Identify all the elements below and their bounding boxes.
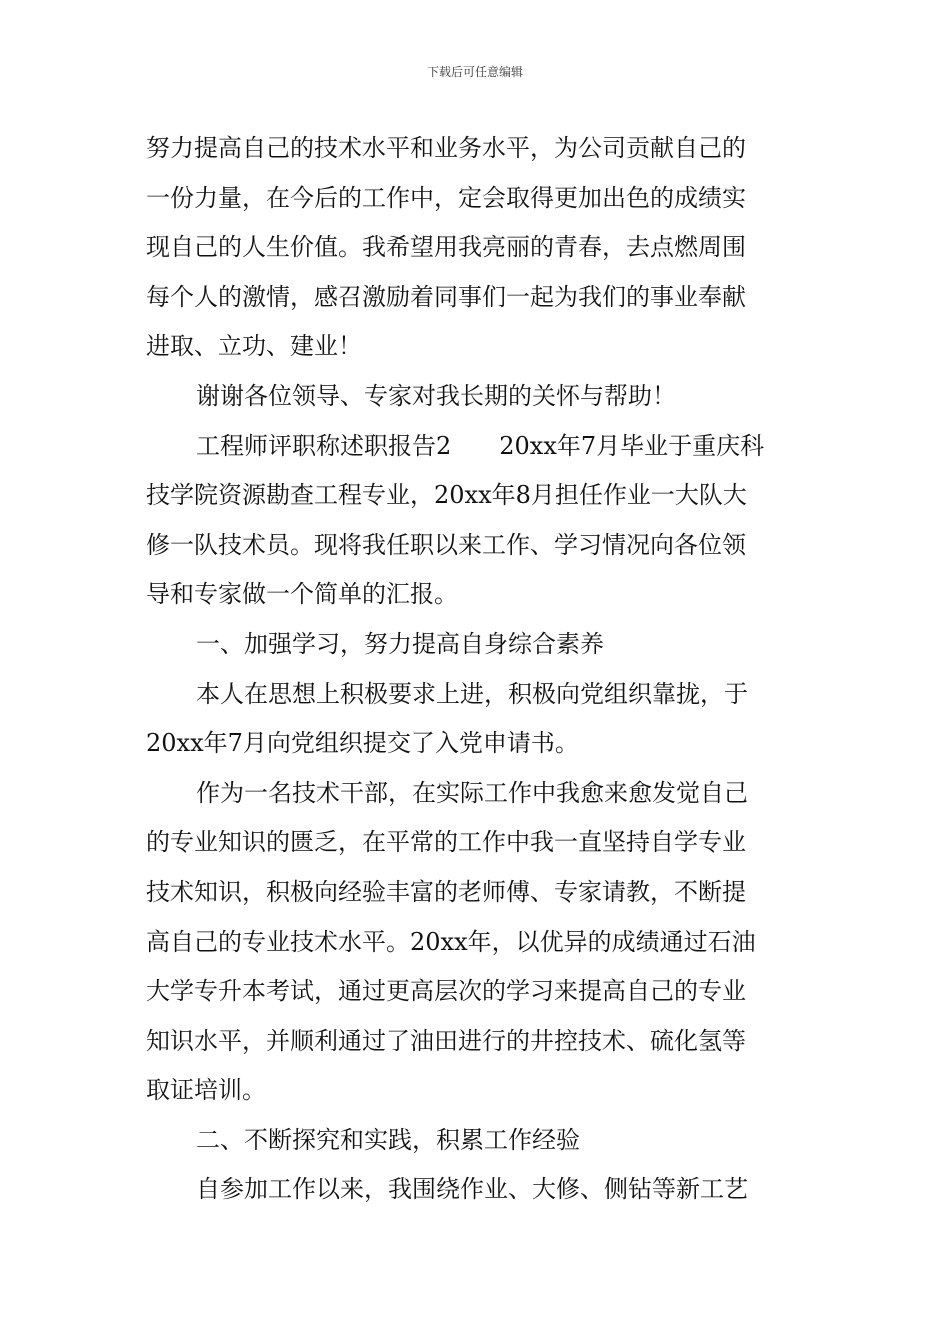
text-line: 技术知识，积极向经验丰富的老师傅、专家请教，不断提 xyxy=(146,877,746,906)
text-line: 现自己的人生价值。我希望用我亮丽的青春，去点燃周围 xyxy=(146,233,746,262)
text-line: 本人在思想上积极要求上进，积极向党组织靠拢，于 xyxy=(196,679,748,708)
text-line: 技学院资源勘查工程专业，20xx年8月担任作业一大队大 xyxy=(146,481,747,510)
text-line: 进取、立功、建业！ xyxy=(146,332,362,361)
text-line: 自参加工作以来，我围绕作业、大修、侧钻等新工艺 xyxy=(196,1175,748,1204)
text-line: 每个人的激情，感召激励着同事们一起为我们的事业奉献 xyxy=(146,282,746,311)
text-line: 导和专家做一个简单的汇报。 xyxy=(146,580,458,609)
text-line: 作为一名技术干部，在实际工作中我愈来愈发觉自己 xyxy=(196,778,748,807)
text-line: 大学专升本考试，通过更高层次的学习来提高自己的专业 xyxy=(146,977,746,1006)
text-line: 谢谢各位领导、专家对我长期的关怀与帮助！ xyxy=(196,381,676,410)
text-line: 一份力量，在今后的工作中，定会取得更加出色的成绩实 xyxy=(146,183,746,212)
text-line: 修一队技术员。现将我任职以来工作、学习情况向各位领 xyxy=(146,530,746,559)
text-line: 取证培训。 xyxy=(146,1076,266,1105)
text-line: 高自己的专业技术水平。20xx年，以优异的成绩通过石油 xyxy=(146,927,756,956)
text-line: 二、不断探究和实践，积累工作经验 xyxy=(196,1125,580,1154)
text-line: 一、加强学习，努力提高自身综合素养 xyxy=(196,629,604,658)
text-line: 的专业知识的匮乏，在平常的工作中我一直坚持自学专业 xyxy=(146,828,746,857)
page-header: 下载后可任意编辑 xyxy=(426,65,523,79)
document-body xyxy=(146,124,814,1215)
text-line: 知识水平，并顺利通过了油田进行的井控技术、硫化氢等 xyxy=(146,1026,746,1055)
text-line: 20xx年7月向党组织提交了入党申请书。 xyxy=(146,729,579,758)
text-line: 努力提高自己的技术水平和业务水平，为公司贡献自己的 xyxy=(146,134,746,162)
text-line: 工程师评职称述职报告2 20xx年7月毕业于重庆科 xyxy=(196,431,765,460)
